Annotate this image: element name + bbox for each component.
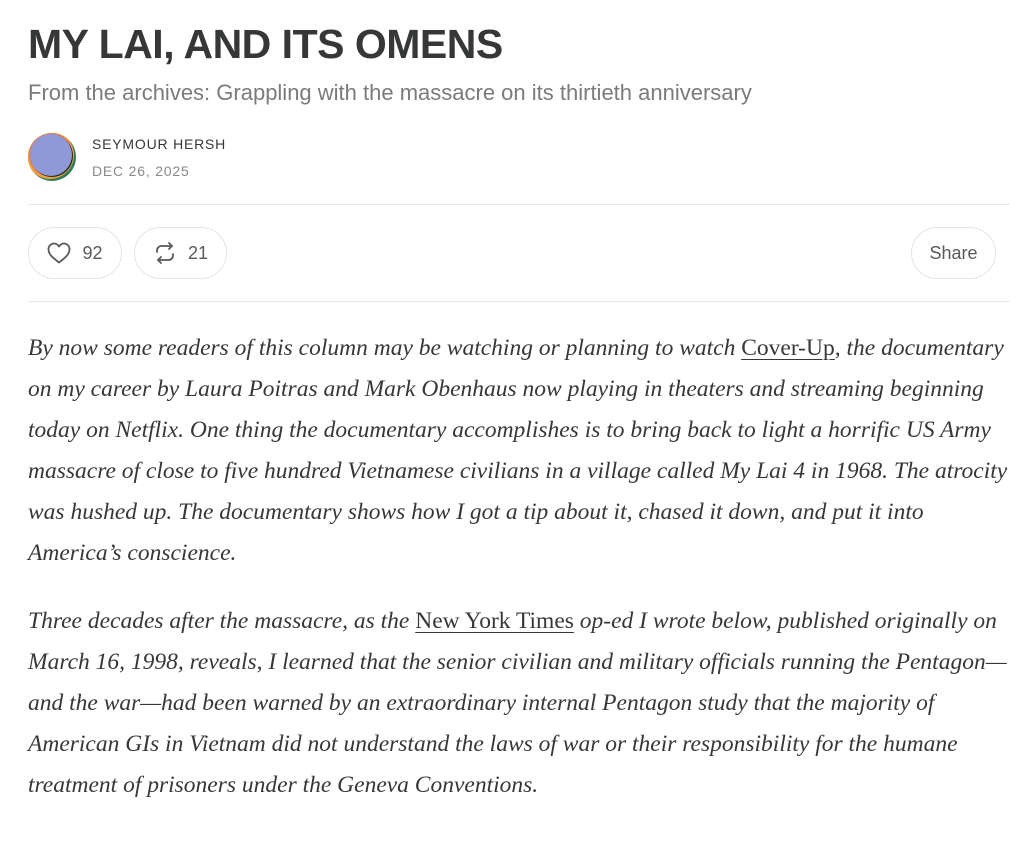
author-block	[92, 135, 226, 180]
post-subtitle: From the archives: Grappling with the massacre on its thirtieth anniversary	[28, 80, 752, 105]
post-title: MY LAI, AND ITS OMENS	[28, 21, 503, 67]
cover-up-link[interactable]: Cover-Up	[741, 335, 835, 361]
paragraph	[28, 601, 1012, 806]
paragraph-text: Three decades after the massacre, as the	[28, 608, 416, 634]
paragraph-text: op-ed I wrote below, published originally on March 16, 1998, reveals, I learned that the senior civilian and military officials running the Pentagon—and the war—had been warned by an extraordinary internal Pentagon study that the majority of American GIs in Vietnam did not understand the laws of war or their responsibility for the humane treatment of prisoners under the Geneva Conventions.	[28, 608, 1007, 798]
paragraph-text: , the documentary on my career by Laura Poitras and Mark Obenhaus now playing in theaters and streaming beginning today on Netflix. One thing the documentary accomplishes is to bring back to light a horrific US Army massacre of close to five hundred Vietnamese civilians in a village called My Lai 4 in 1968. The atrocity was hushed up. The documentary shows how I got a tip about it, chased it down, and put it into America’s conscience.	[28, 335, 1008, 566]
byline	[28, 131, 1010, 183]
avatar[interactable]	[28, 133, 76, 181]
action-bar	[28, 205, 1010, 301]
restack-icon	[153, 241, 177, 265]
heart-icon	[47, 242, 71, 264]
like-count: 92	[82, 242, 103, 263]
paragraph	[28, 328, 1012, 574]
like-button[interactable]	[28, 227, 122, 279]
post-date: DEC 26, 2025	[92, 162, 190, 179]
author-name[interactable]: SEYMOUR HERSH	[92, 135, 227, 152]
restack-button[interactable]	[134, 227, 227, 279]
post-body	[28, 328, 1012, 806]
restack-count: 21	[187, 242, 209, 263]
new-york-times-link[interactable]: New York Times	[415, 608, 574, 634]
share-label: Share	[929, 242, 978, 263]
paragraph-text: By now some readers of this column may be watching or planning to watch	[28, 335, 742, 361]
share-button[interactable]	[911, 227, 996, 279]
divider	[28, 301, 1010, 302]
